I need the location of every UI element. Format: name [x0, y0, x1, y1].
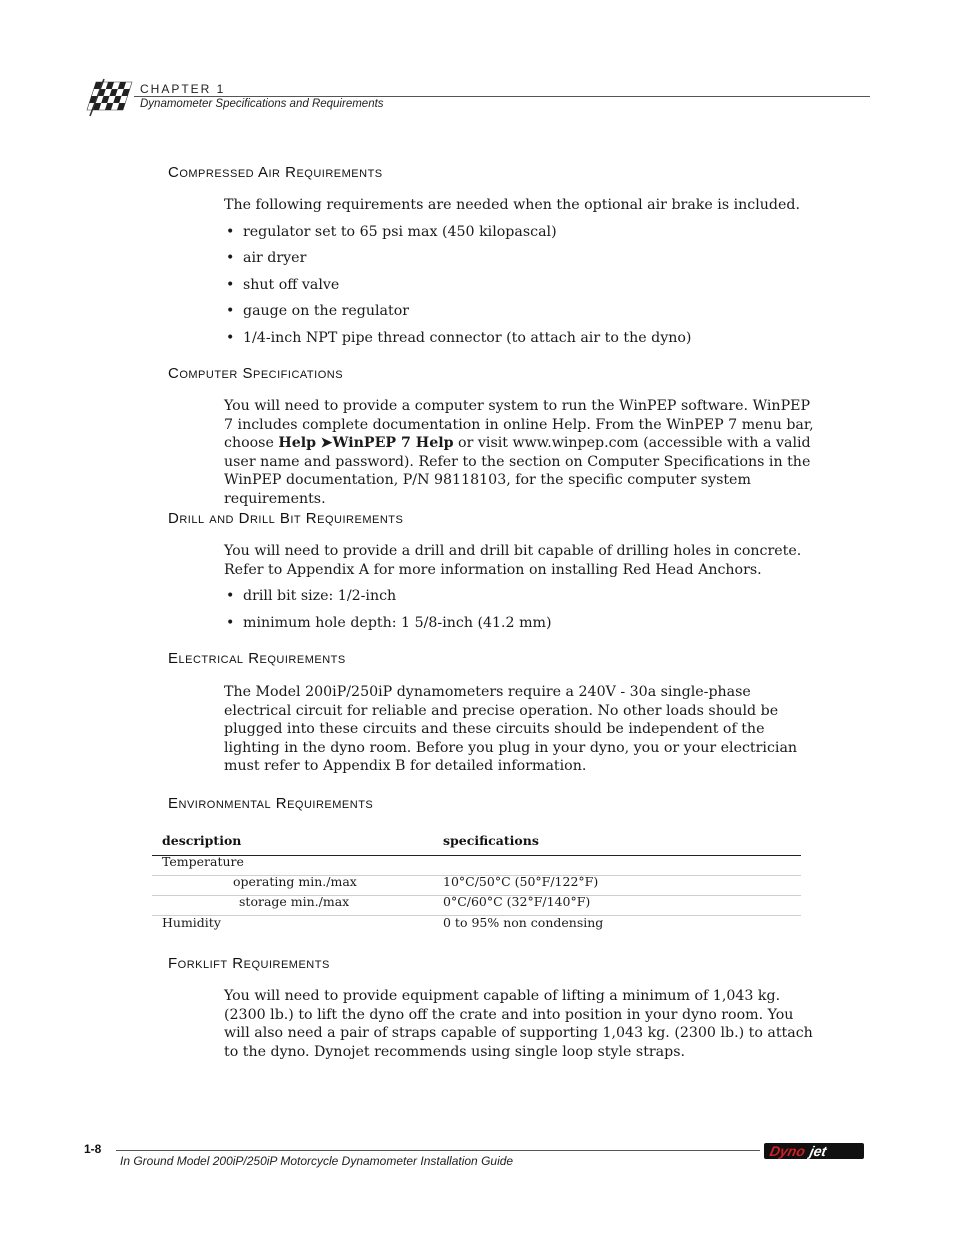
table-cell-description: Humidity	[162, 915, 221, 930]
menu-arrow-icon: ➤	[320, 435, 333, 452]
section-heading-computer: Computer Specifications	[168, 365, 344, 382]
table-cell-specification: 0°C/60°C (32°F/140°F)	[443, 894, 591, 909]
table-cell-description: operating min./max	[233, 874, 357, 889]
section-heading-compressed-air: Compressed Air Requirements	[168, 164, 383, 181]
menu-help: Help	[278, 435, 317, 452]
computer-text-before: You will need to provide a computer system to run the WinPEP software. WinPEP 7 includes complete documentation in online Help. From the WinPEP 7 menu bar, choose	[224, 398, 814, 452]
table-cell-specification: 0 to 95% non condensing	[443, 915, 604, 930]
menu-winpep-help: WinPEP 7 Help	[332, 435, 454, 452]
svg-text:Dyno: Dyno	[768, 1143, 807, 1159]
table-cell-specification: 10°C/50°C (50°F/122°F)	[443, 874, 599, 889]
computer-paragraph	[224, 397, 818, 509]
list-item-text: air dryer	[243, 250, 307, 266]
chapter-label: CHAPTER 1	[140, 82, 226, 96]
section-heading-electrical: Electrical Requirements	[168, 650, 346, 667]
checkered-flag-icon	[84, 76, 134, 118]
footer-title: In Ground Model 200iP/250iP Motorcycle Dynamometer Installation Guide	[120, 1154, 514, 1168]
computer-text-after: or visit www.winpep.com (accessible with a valid user name and password). Refer to the section on Computer Specifications in the WinPEP documentation, P/N 98118103, for the specific computer system requirements.	[224, 435, 811, 507]
list-item: • minimum hole depth: 1 5/8-inch (41.2 mm)	[226, 615, 552, 631]
table-header-specifications: specifications	[443, 833, 539, 848]
svg-text:jet: jet	[808, 1143, 829, 1159]
list-item-text: shut off valve	[243, 277, 340, 293]
dynojet-logo	[762, 1142, 866, 1160]
table-cell-description: Temperature	[162, 854, 244, 869]
list-item: • drill bit size: 1/2-inch	[226, 588, 397, 604]
table-header-rule	[152, 855, 801, 856]
list-item: • regulator set to 65 psi max (450 kilopascal)	[226, 224, 557, 240]
forklift-paragraph: You will need to provide equipment capable of lifting a minimum of 1,043 kg. (2300 lb.) to lift the dyno off the crate and into position in your dyno room. You will also need a pair of straps capable of supporting 1,043 kg. (2300 lb.) to attach to the dyno. Dynojet recommends using single loop style straps.	[224, 988, 813, 1060]
list-item-text: 1/4-inch NPT pipe thread connector (to attach air to the dyno)	[243, 330, 692, 346]
compressed-air-intro: The following requirements are needed when the optional air brake is included.	[224, 197, 800, 213]
drill-intro: You will need to provide a drill and drill bit capable of drilling holes in concrete. Refer to Appendix A for more information on installing Red Head Anchors.	[224, 543, 802, 578]
list-item: • air dryer	[226, 250, 307, 266]
list-item-text: minimum hole depth: 1 5/8-inch (41.2 mm)	[243, 615, 552, 631]
page-number: 1-8	[84, 1142, 102, 1156]
section-heading-forklift: Forklift Requirements	[168, 955, 330, 972]
footer-divider	[116, 1150, 760, 1151]
table-cell-description: storage min./max	[239, 894, 350, 909]
chapter-subtitle: Dynamometer Specifications and Requirements	[140, 98, 384, 110]
list-item: • shut off valve	[226, 277, 340, 293]
section-heading-drill: Drill and Drill Bit Requirements	[168, 510, 404, 527]
electrical-paragraph: The Model 200iP/250iP dynamometers require a 240V - 30a single-phase electrical circuit for reliable and precise operation. No other loads should be plugged into these circuits and these circuits should be independent of the lighting in the dyno room. Before you plug in your dyno, you or your electrician must refer to Appendix B for detailed information.	[224, 684, 798, 775]
list-item-text: regulator set to 65 psi max (450 kilopascal)	[243, 224, 557, 240]
list-item-text: drill bit size: 1/2-inch	[243, 588, 397, 604]
header-divider	[134, 96, 870, 97]
table-header-description: description	[162, 833, 242, 848]
list-item: • 1/4-inch NPT pipe thread connector (to attach air to the dyno)	[226, 330, 692, 346]
list-item: • gauge on the regulator	[226, 303, 410, 319]
section-heading-environmental: Environmental Requirements	[168, 795, 374, 812]
list-item-text: gauge on the regulator	[243, 303, 410, 319]
